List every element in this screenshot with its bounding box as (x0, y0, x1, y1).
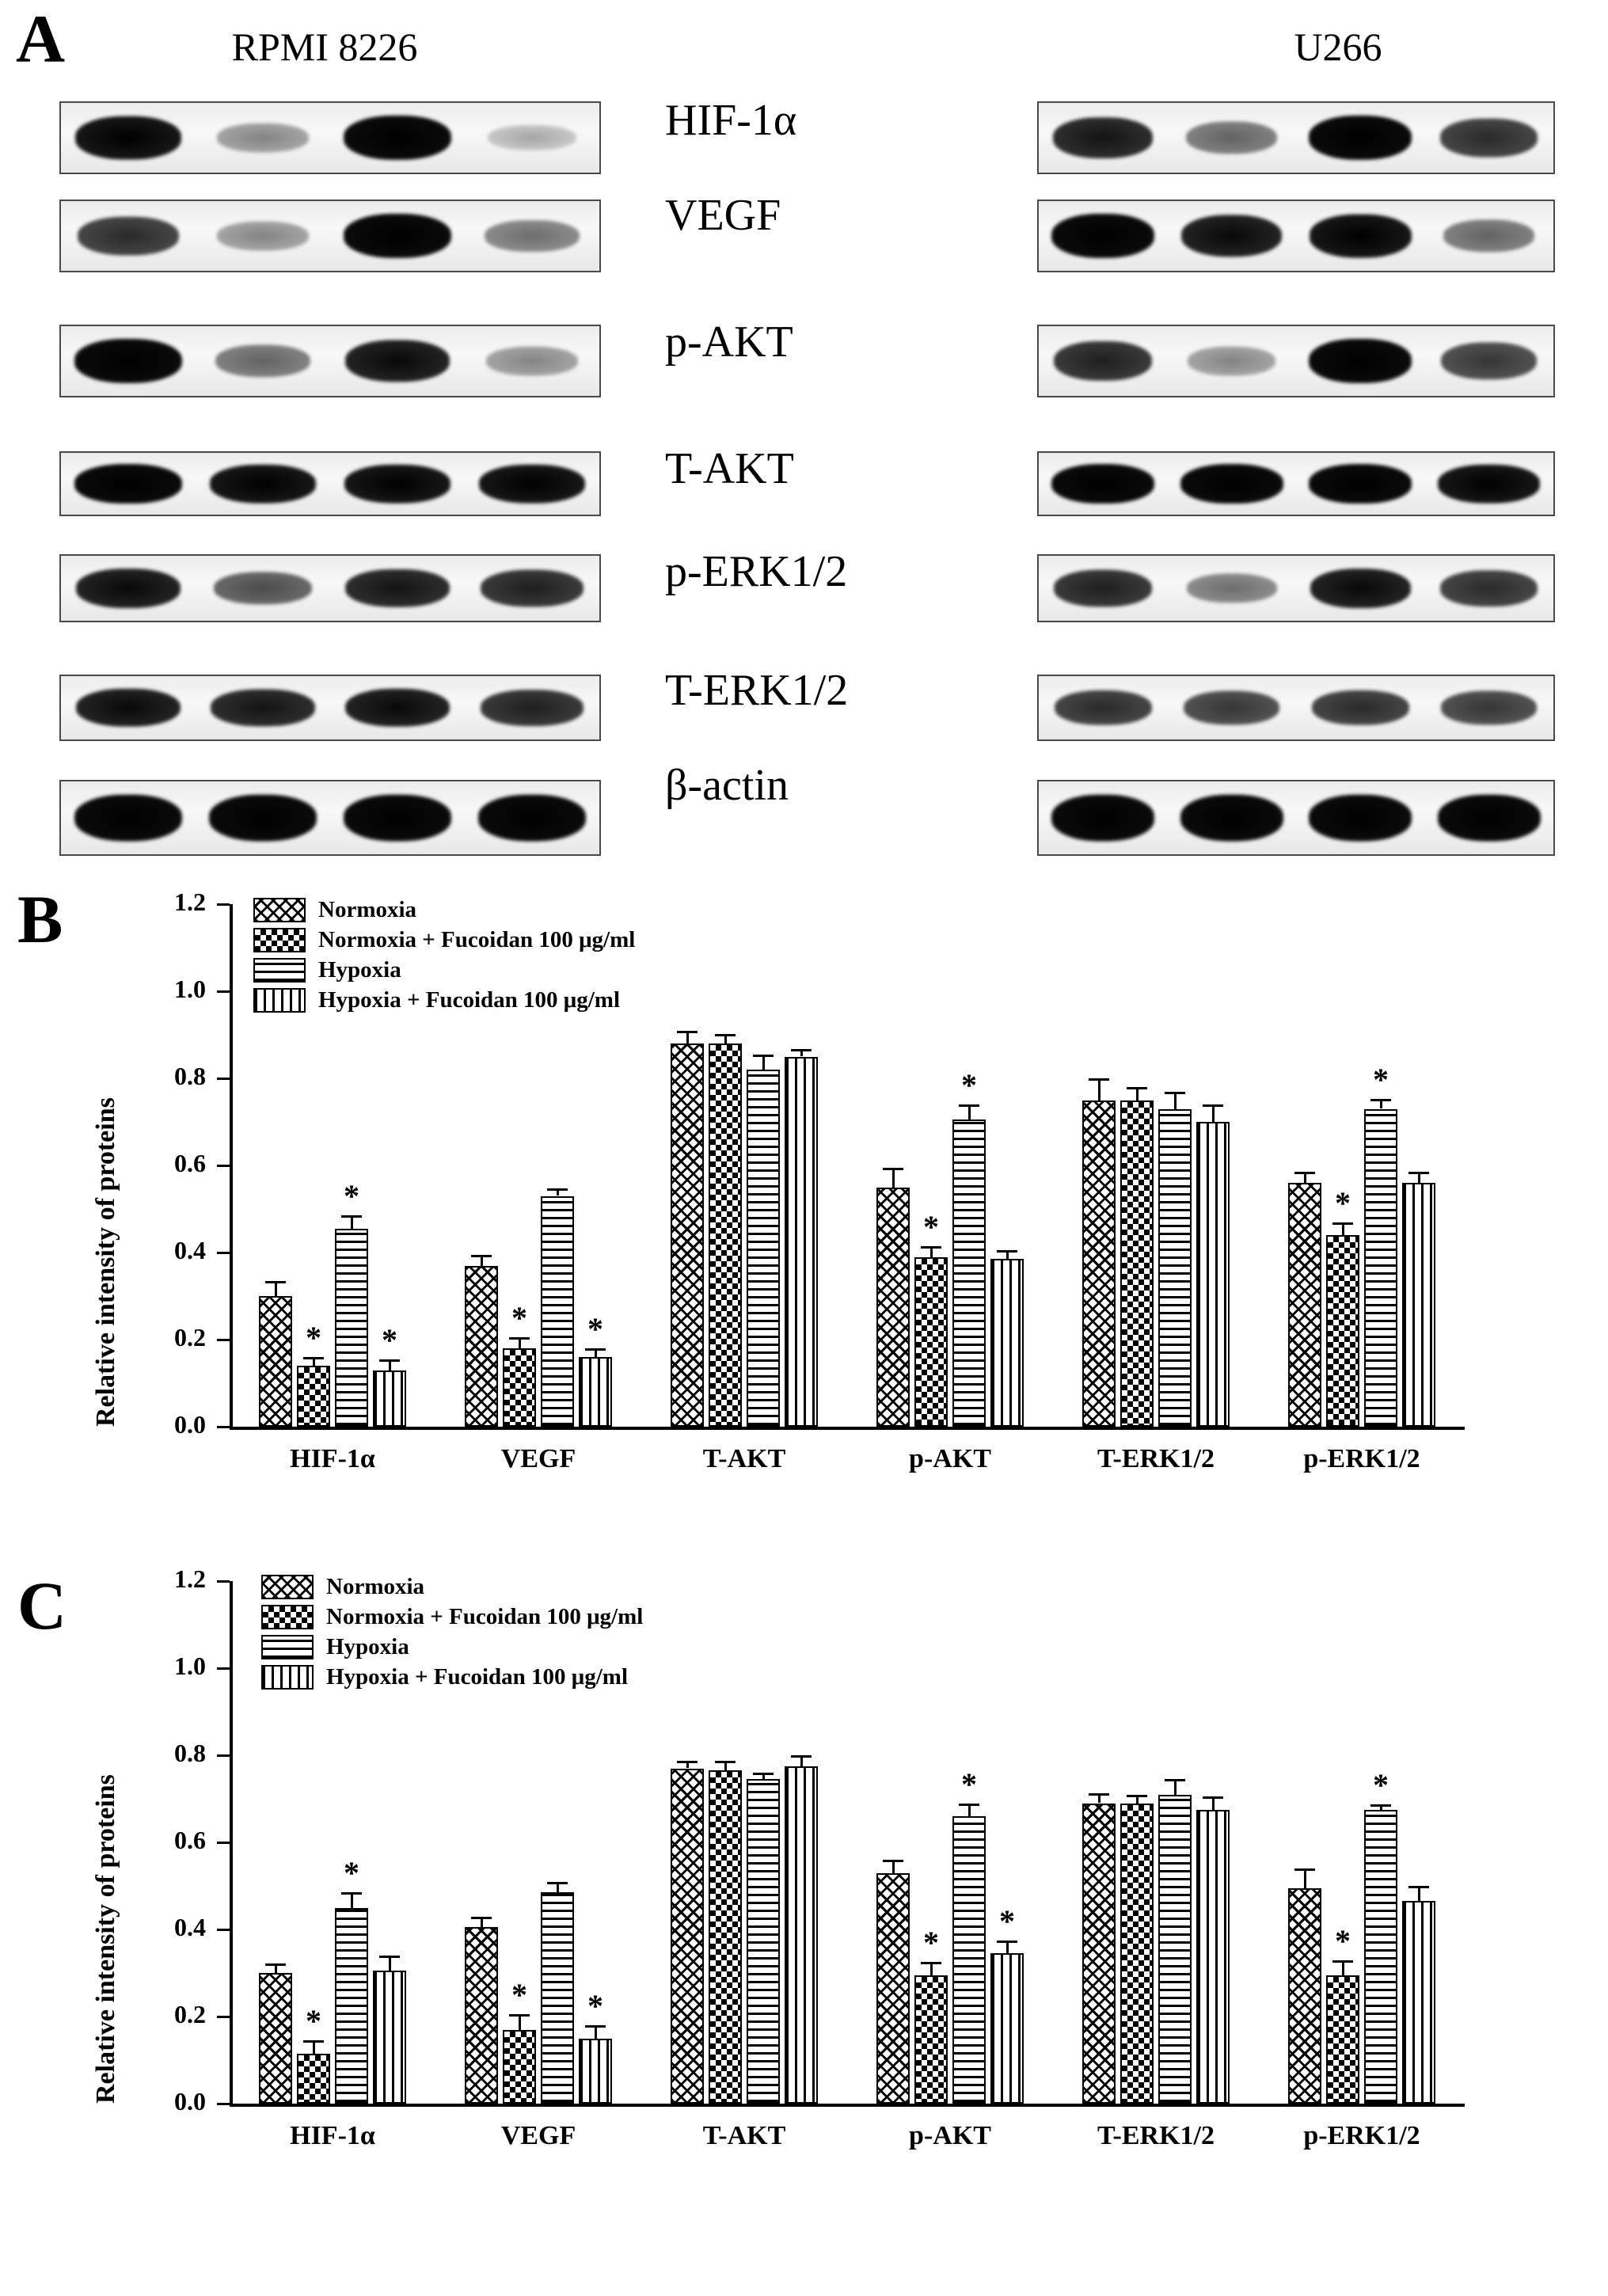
panel-b-chart (0, 881, 1608, 1568)
bar (747, 1070, 780, 1427)
bar (1196, 1122, 1230, 1427)
y-tick-label: 0.6 (174, 1149, 206, 1177)
y-tick-mark (217, 1667, 230, 1670)
blot-lane (344, 116, 451, 160)
blot-lane (211, 689, 314, 726)
error-bar-cap (509, 1337, 530, 1340)
y-tick-label: 0.4 (174, 1236, 206, 1264)
bar (990, 1259, 1024, 1427)
legend-item (253, 985, 635, 1015)
blot-lane (215, 344, 311, 377)
bar (747, 1779, 780, 2104)
error-bar-cap (265, 1963, 286, 1966)
bar (541, 1196, 574, 1427)
y-tick-label: 1.0 (174, 1652, 206, 1680)
blot-label-t-akt: T-AKT (665, 444, 794, 493)
bar (259, 1296, 292, 1427)
legend-item (253, 955, 635, 985)
blot-band (59, 101, 601, 174)
blot-band (1037, 780, 1555, 856)
significance-marker: * (961, 1766, 977, 1802)
significance-marker: * (999, 1903, 1015, 1939)
blot-lane (488, 125, 576, 150)
bar (1120, 1804, 1154, 2104)
blot-lane (1440, 119, 1538, 158)
error-bar-cap (379, 1359, 400, 1362)
bar (1288, 1888, 1321, 2104)
legend-item (253, 925, 635, 955)
panel-c-chart (0, 1564, 1608, 2276)
bar (335, 1229, 368, 1427)
blot-lane (1310, 568, 1411, 608)
error-bar-cap (753, 1773, 774, 1775)
bar (503, 2030, 536, 2104)
blot-lane (1309, 116, 1412, 160)
x-axis-category-label: HIF-1α (290, 1444, 375, 1473)
bar (709, 1043, 742, 1427)
error-bar-cap (265, 1281, 286, 1283)
blot-column-title-u266: U266 (1294, 25, 1382, 69)
significance-marker: * (344, 1855, 359, 1891)
error-bar-cap (1203, 1796, 1223, 1799)
error-bar-cap (1203, 1104, 1223, 1107)
error-bar-cap (997, 1941, 1017, 1943)
bar (373, 1370, 406, 1427)
x-axis-line (230, 1427, 1465, 1430)
bar (1120, 1100, 1154, 1427)
bar (914, 1257, 948, 1427)
x-axis-category-label: T-ERK1/2 (1097, 2121, 1215, 2150)
legend-label: Normoxia (318, 896, 417, 922)
bar (952, 1816, 986, 2104)
y-tick-mark (217, 1754, 230, 1757)
significance-marker: * (1373, 1767, 1389, 1804)
y-tick-label: 1.0 (174, 975, 206, 1003)
x-axis-category-label: p-ERK1/2 (1303, 1444, 1420, 1473)
y-tick-mark (217, 1252, 230, 1254)
bar (579, 1357, 612, 1427)
blot-band (59, 554, 601, 622)
y-tick-mark (217, 1339, 230, 1341)
blot-band (1037, 200, 1555, 272)
legend-label: Hypoxia (318, 956, 401, 983)
blot-lane (345, 569, 449, 607)
error-bar-cap (959, 1804, 979, 1806)
bar (671, 1043, 704, 1427)
blot-band (59, 200, 601, 272)
blot-band (1037, 451, 1555, 516)
blot-lane (485, 220, 579, 252)
bar (876, 1873, 910, 2104)
x-axis-category-label: VEGF (500, 2121, 576, 2150)
bar (709, 1770, 742, 2104)
legend-label: Normoxia + Fucoidan 100 μg/ml (326, 1603, 644, 1629)
x-axis-category-label: T-ERK1/2 (1097, 1444, 1215, 1473)
error-bar-cap (341, 1892, 362, 1895)
error-bar-cap (883, 1168, 903, 1170)
legend-swatch (253, 988, 306, 1013)
panel-a-letter: A (16, 1, 66, 77)
y-axis-title: Relative intensity of proteins (91, 1774, 120, 2104)
y-tick-mark (217, 990, 230, 993)
chart-legend (261, 1572, 643, 1692)
error-bar-cap (1332, 1222, 1353, 1225)
blot-lane (1312, 690, 1409, 725)
blot-lane (481, 570, 584, 607)
bar (1158, 1109, 1192, 1427)
blot-label-t-erk1-2: T-ERK1/2 (665, 666, 849, 715)
blot-lane (74, 339, 182, 383)
bar (503, 1348, 536, 1427)
legend-item (253, 895, 635, 925)
bar (785, 1766, 818, 2104)
y-tick-label: 0.8 (174, 1062, 206, 1090)
blot-label-p-akt: p-AKT (665, 317, 793, 367)
blot-lane (217, 222, 309, 251)
y-tick-mark (217, 2016, 230, 2018)
blot-lane (1309, 464, 1412, 504)
y-tick-label: 0.0 (174, 1410, 206, 1439)
blot-lane (76, 689, 181, 727)
blot-lane (344, 795, 451, 842)
blot-lane (344, 214, 451, 258)
blot-lane (74, 464, 182, 504)
panel-b-letter: B (17, 881, 63, 957)
error-bar-cap (1089, 1793, 1109, 1796)
legend-label: Hypoxia (326, 1633, 409, 1659)
significance-marker: * (344, 1178, 359, 1215)
error-bar (892, 1168, 895, 1188)
legend-item (261, 1602, 643, 1632)
legend-label: Hypoxia + Fucoidan 100 μg/ml (326, 1663, 629, 1690)
x-axis-category-label: p-ERK1/2 (1303, 2121, 1420, 2150)
y-tick-label: 0.8 (174, 1739, 206, 1767)
blot-band (1037, 554, 1555, 622)
blot-lane (1438, 465, 1540, 504)
error-bar-cap (471, 1255, 492, 1257)
blot-lane (1051, 214, 1154, 258)
y-tick-mark (217, 1165, 230, 1167)
legend-swatch (261, 1665, 314, 1690)
x-axis-category-label: T-AKT (702, 1444, 786, 1473)
error-bar-cap (997, 1250, 1017, 1253)
bar (335, 1908, 368, 2104)
blot-label-hif-1: HIF-1α (665, 96, 797, 145)
blot-lane (479, 465, 585, 504)
error-bar (1304, 1868, 1306, 1888)
bar (541, 1892, 574, 2104)
blot-lane (1441, 690, 1537, 724)
x-axis-line (230, 2104, 1465, 2107)
blot-lane (75, 116, 181, 160)
bar (259, 1973, 292, 2104)
significance-marker: * (1335, 1184, 1351, 1221)
y-axis-line (230, 1581, 233, 2104)
bar (579, 2039, 612, 2104)
blot-lane (1310, 215, 1412, 258)
x-axis-category-label: VEGF (500, 1444, 576, 1473)
blot-lane (78, 217, 179, 256)
panel-c-letter: C (17, 1568, 67, 1644)
blot-lane (210, 465, 316, 504)
y-tick-label: 0.4 (174, 1913, 206, 1941)
significance-marker: * (923, 1925, 939, 1961)
legend-label: Hypoxia + Fucoidan 100 μg/ml (318, 986, 621, 1013)
y-tick-label: 0.0 (174, 2087, 206, 2115)
x-axis-category-label: T-AKT (702, 2121, 786, 2150)
error-bar (1174, 1092, 1177, 1109)
y-tick-mark (217, 1580, 230, 1583)
blot-lane (1188, 347, 1275, 376)
legend-item (261, 1572, 643, 1602)
x-axis-category-label: HIF-1α (290, 2121, 375, 2150)
blot-lane (345, 689, 450, 727)
blot-lane (214, 572, 312, 604)
blot-band (59, 780, 601, 856)
y-tick-mark (217, 1426, 230, 1428)
chart-legend (253, 895, 635, 1015)
error-bar-cap (1127, 1087, 1147, 1089)
significance-marker: * (511, 1300, 527, 1336)
bar (1402, 1901, 1435, 2104)
error-bar-cap (959, 1104, 979, 1107)
y-tick-mark (217, 903, 230, 906)
blot-lane (1055, 690, 1152, 725)
y-tick-label: 1.2 (174, 888, 206, 916)
blot-label-actin: β-actin (665, 761, 789, 810)
blot-lane (1443, 219, 1534, 252)
blot-lane (1187, 573, 1277, 603)
bar (465, 1927, 498, 2104)
blot-lane (1051, 464, 1154, 504)
y-tick-mark (217, 1842, 230, 1844)
error-bar-cap (509, 2014, 530, 2017)
blot-lane (1184, 690, 1279, 724)
bar (297, 2054, 330, 2104)
y-tick-label: 1.2 (174, 1564, 206, 1593)
bar (1158, 1795, 1192, 2104)
blot-lane (1309, 795, 1412, 842)
significance-marker: * (1335, 1922, 1351, 1959)
error-bar-cap (585, 1348, 606, 1351)
error-bar-cap (1294, 1868, 1315, 1871)
bar (876, 1188, 910, 1427)
error-bar-cap (921, 1962, 941, 1964)
bar (785, 1057, 818, 1427)
y-tick-mark (217, 2103, 230, 2105)
blot-lane (481, 690, 584, 726)
bar (671, 1769, 704, 2104)
error-bar-cap (1127, 1795, 1147, 1797)
error-bar (1212, 1104, 1215, 1122)
bar (952, 1119, 986, 1427)
blot-band (59, 325, 601, 397)
significance-marker: * (306, 2003, 321, 2039)
significance-marker: * (306, 1320, 321, 1355)
legend-swatch (261, 1575, 314, 1599)
error-bar-cap (303, 1357, 324, 1359)
significance-marker: * (511, 1977, 527, 2013)
error-bar-cap (1408, 1886, 1429, 1888)
blot-lane (1441, 342, 1537, 379)
blot-band (1037, 675, 1555, 741)
legend-swatch (253, 928, 306, 952)
y-tick-label: 0.6 (174, 1826, 206, 1854)
y-tick-mark (217, 1078, 230, 1080)
bar (1402, 1183, 1435, 1427)
significance-marker: * (1373, 1062, 1389, 1098)
blot-lane (74, 795, 182, 842)
bar (1326, 1975, 1359, 2104)
blot-label-vegf: VEGF (665, 191, 781, 240)
blot-lane (1054, 570, 1152, 607)
error-bar-cap (1332, 1960, 1353, 1963)
error-bar-cap (883, 1860, 903, 1862)
bar (1288, 1183, 1321, 1427)
error-bar-cap (303, 2040, 324, 2043)
bar (1364, 1109, 1397, 1427)
blot-lane (1309, 339, 1412, 383)
blot-column-title-rpmi: RPMI 8226 (231, 25, 418, 69)
legend-swatch (261, 1635, 314, 1659)
blot-lane (1180, 464, 1283, 504)
bar (914, 1975, 948, 2104)
error-bar-cap (1089, 1078, 1109, 1081)
significance-marker: * (923, 1208, 939, 1245)
error-bar-cap (677, 1031, 698, 1033)
error-bar-cap (791, 1049, 812, 1051)
blot-lane (1186, 121, 1277, 154)
legend-item (261, 1662, 643, 1692)
bar (465, 1266, 498, 1427)
blot-lane (1438, 795, 1541, 842)
error-bar-cap (791, 1755, 812, 1758)
y-tick-label: 0.2 (174, 1323, 206, 1351)
error-bar-cap (547, 1188, 568, 1191)
error-bar-cap (1294, 1172, 1315, 1174)
y-tick-mark (217, 1929, 230, 1931)
y-axis-title: Relative intensity of proteins (91, 1097, 120, 1427)
blot-lane (1180, 795, 1283, 842)
legend-label: Normoxia + Fucoidan 100 μg/ml (318, 926, 636, 952)
y-axis-line (230, 904, 233, 1427)
bar (1326, 1235, 1359, 1427)
blot-lane (1051, 795, 1154, 842)
blot-lane (209, 795, 317, 842)
blot-band (1037, 325, 1555, 397)
error-bar-cap (921, 1246, 941, 1249)
bar (1196, 1810, 1230, 2104)
legend-swatch (261, 1605, 314, 1629)
error-bar-cap (753, 1055, 774, 1057)
blot-lane (1181, 215, 1282, 257)
blot-band (1037, 101, 1555, 174)
x-axis-category-label: p-AKT (909, 2121, 991, 2150)
error-bar-cap (585, 2025, 606, 2028)
error-bar-cap (1370, 1804, 1391, 1807)
legend-swatch (253, 958, 306, 983)
blot-label-p-erk1-2: p-ERK1/2 (665, 547, 848, 596)
blot-lane (345, 340, 450, 382)
bar (990, 1953, 1024, 2104)
significance-marker: * (587, 1311, 603, 1347)
blot-lane (217, 124, 309, 153)
blot-lane (344, 465, 450, 504)
bar (373, 1971, 406, 2104)
bar (1364, 1810, 1397, 2104)
panel-a-western-blots (0, 0, 1608, 879)
error-bar-cap (1165, 1092, 1185, 1094)
significance-marker: * (587, 1988, 603, 2024)
error-bar-cap (1370, 1099, 1391, 1101)
bar (1082, 1804, 1116, 2104)
x-axis-category-label: p-AKT (909, 1444, 991, 1473)
blot-lane (478, 795, 586, 842)
blot-lane (1054, 341, 1152, 381)
error-bar-cap (1165, 1779, 1185, 1781)
error-bar-cap (715, 1761, 736, 1763)
significance-marker: * (961, 1067, 977, 1103)
error-bar-cap (1408, 1172, 1429, 1174)
error-bar-cap (547, 1882, 568, 1884)
blot-lane (486, 347, 578, 376)
significance-marker: * (382, 1321, 397, 1358)
blot-band (59, 451, 601, 516)
legend-item (261, 1632, 643, 1662)
error-bar-cap (379, 1956, 400, 1958)
blot-band (59, 675, 601, 741)
blot-lane (1440, 570, 1538, 606)
legend-label: Normoxia (326, 1573, 425, 1599)
error-bar-cap (341, 1215, 362, 1218)
bar (1082, 1100, 1116, 1427)
blot-lane (76, 568, 181, 608)
error-bar-cap (715, 1034, 736, 1036)
y-tick-label: 0.2 (174, 2000, 206, 2028)
error-bar (1098, 1078, 1101, 1100)
blot-lane (1053, 117, 1153, 158)
error-bar-cap (677, 1761, 698, 1763)
bar (297, 1366, 330, 1427)
error-bar-cap (471, 1917, 492, 1919)
legend-swatch (253, 898, 306, 922)
